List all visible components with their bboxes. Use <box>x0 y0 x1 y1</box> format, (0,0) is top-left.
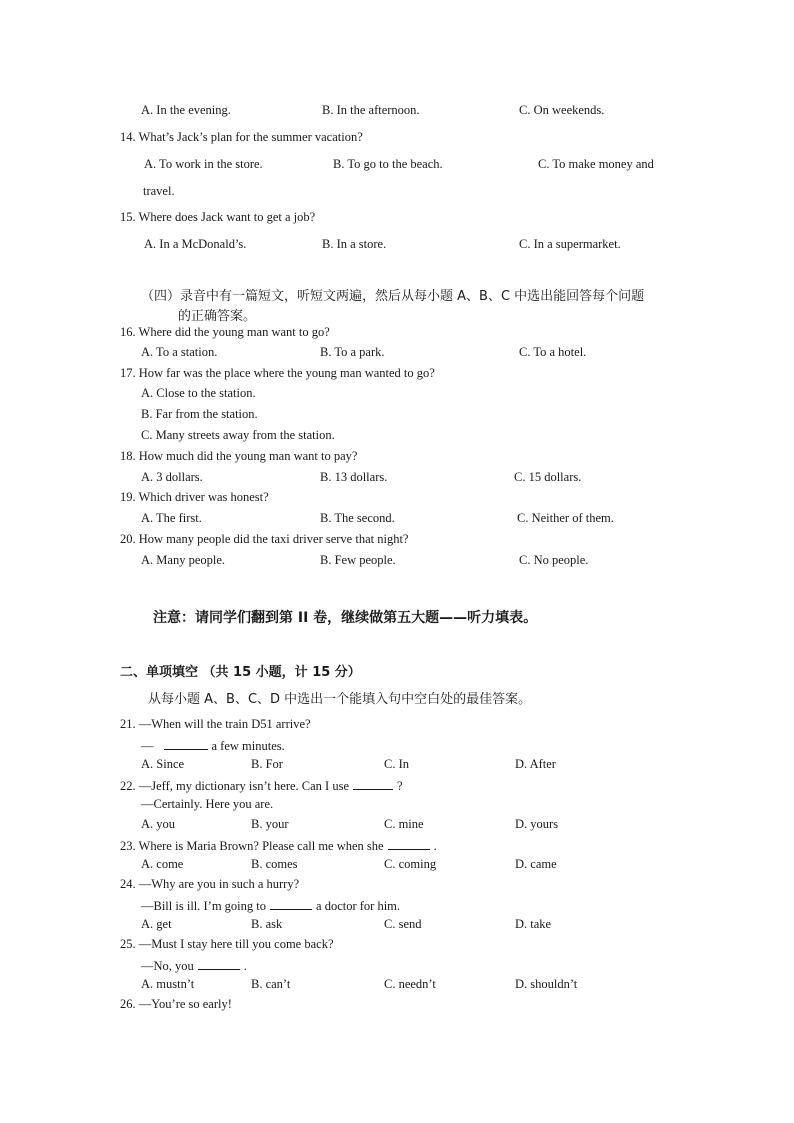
q25-option-c: C. needn’t <box>384 977 436 991</box>
q22-line1 <box>120 777 403 794</box>
q23-option-b: B. comes <box>251 857 298 871</box>
q20-option-c: C. No people. <box>519 553 589 567</box>
q22-line2: —Certainly. Here you are. <box>141 797 274 811</box>
section4-instruction-line1: （四）录音中有一篇短文，听短文两遍，然后从每小题 A、B、C 中选出能回答每个问题 <box>141 289 645 304</box>
q21-option-c: C. In <box>384 757 409 771</box>
part2-heading: 二、单项填空 （共 15 小题，计 15 分） <box>120 665 361 680</box>
q17-option-b: B. Far from the station. <box>141 407 258 421</box>
q23-line1-text: 23. Where is Maria Brown? Please call me when she <box>120 839 384 853</box>
q14-option-a: A. To work in the store. <box>144 157 263 171</box>
q18-option-c: C. 15 dollars. <box>514 470 582 484</box>
q14-option-c-continuation: travel. <box>143 184 175 198</box>
q25-line1: 25. —Must I stay here till you come back? <box>120 937 334 951</box>
q21-option-a: A. Since <box>141 757 185 771</box>
q17-stem: 17. How far was the place where the young man wanted to go? <box>120 366 435 380</box>
q22-line1-text: 22. —Jeff, my dictionary isn’t here. Can I use <box>120 779 350 793</box>
q19-option-c: C. Neither of them. <box>517 511 614 525</box>
q25-line2-text: —No, you <box>141 959 194 973</box>
q16-option-c: C. To a hotel. <box>519 345 587 359</box>
q13-option-c: C. On weekends. <box>519 103 605 117</box>
q25-option-d: D. shouldn’t <box>515 977 578 991</box>
q24-line2 <box>141 897 400 914</box>
q24-line1: 24. —Why are you in such a hurry? <box>120 877 300 891</box>
q14-stem: 14. What’s Jack’s plan for the summer vacation? <box>120 130 363 144</box>
q24-option-b: B. ask <box>251 917 283 931</box>
q15-option-b: B. In a store. <box>322 237 387 251</box>
q22-blank <box>353 777 393 790</box>
q22-option-b: B. your <box>251 817 289 831</box>
q15-option-c: C. In a supermarket. <box>519 237 621 251</box>
q25-option-b: B. can’t <box>251 977 291 991</box>
q16-option-b: B. To a park. <box>320 345 385 359</box>
q14-option-c: C. To make money and <box>538 157 654 171</box>
q25-blank <box>198 957 240 970</box>
q24-option-a: A. get <box>141 917 172 931</box>
q17-option-c: C. Many streets away from the station. <box>141 428 335 442</box>
q23-blank <box>388 837 430 850</box>
q24-option-c: C. send <box>384 917 422 931</box>
q13-option-b: B. In the afternoon. <box>322 103 420 117</box>
q13-option-a: A. In the evening. <box>141 103 231 117</box>
part2-instruction: 从每小题 A、B、C、D 中选出一个能填入句中空白处的最佳答案。 <box>148 692 532 707</box>
section4-instruction-line2: 的正确答案。 <box>178 309 257 324</box>
q23-option-d: D. came <box>515 857 557 871</box>
q22-option-d: D. yours <box>515 817 559 831</box>
q18-option-b: B. 13 dollars. <box>320 470 388 484</box>
q22-line1-end: ? <box>397 779 403 793</box>
q20-stem: 20. How many people did the taxi driver serve that night? <box>120 532 409 546</box>
q21-blank <box>164 737 208 750</box>
q22-option-c: C. mine <box>384 817 424 831</box>
q18-stem: 18. How much did the young man want to pay? <box>120 449 358 463</box>
q26-line1: 26. —You’re so early! <box>120 997 232 1011</box>
q14-option-b: B. To go to the beach. <box>333 157 443 171</box>
q23-line1-end: . <box>433 839 437 853</box>
q16-stem: 16. Where did the young man want to go? <box>120 325 330 339</box>
q24-line2-end: a doctor for him. <box>316 899 401 913</box>
q18-option-a: A. 3 dollars. <box>141 470 203 484</box>
q17-option-a: A. Close to the station. <box>141 386 256 400</box>
q21-line1: 21. —When will the train D51 arrive? <box>120 717 311 731</box>
q15-option-a: A. In a McDonald’s. <box>144 237 247 251</box>
q23-line1 <box>120 837 437 854</box>
q23-option-a: A. come <box>141 857 184 871</box>
q24-line2-text: —Bill is ill. I’m going to <box>141 899 267 913</box>
q21-option-b: B. For <box>251 757 283 771</box>
q25-option-a: A. mustn’t <box>141 977 195 991</box>
q25-line2 <box>141 957 247 974</box>
q21-option-d: D. After <box>515 757 556 771</box>
q24-blank <box>270 897 312 910</box>
q20-option-b: B. Few people. <box>320 553 396 567</box>
q25-line2-end: . <box>243 959 247 973</box>
q22-option-a: A. you <box>141 817 176 831</box>
q23-option-c: C. coming <box>384 857 437 871</box>
notice-turn-page: 注意：请同学们翻到第 II 卷，继续做第五大题——听力填表。 <box>153 610 538 626</box>
q16-option-a: A. To a station. <box>141 345 218 359</box>
q21-dash: — <box>141 739 154 753</box>
q19-option-a: A. The first. <box>141 511 202 525</box>
q21-line2-text: a few minutes. <box>211 739 285 753</box>
q21-line2 <box>141 737 285 754</box>
q20-option-a: A. Many people. <box>141 553 226 567</box>
q19-option-b: B. The second. <box>320 511 395 525</box>
q24-option-d: D. take <box>515 917 552 931</box>
q19-stem: 19. Which driver was honest? <box>120 490 269 504</box>
q15-stem: 15. Where does Jack want to get a job? <box>120 210 316 224</box>
